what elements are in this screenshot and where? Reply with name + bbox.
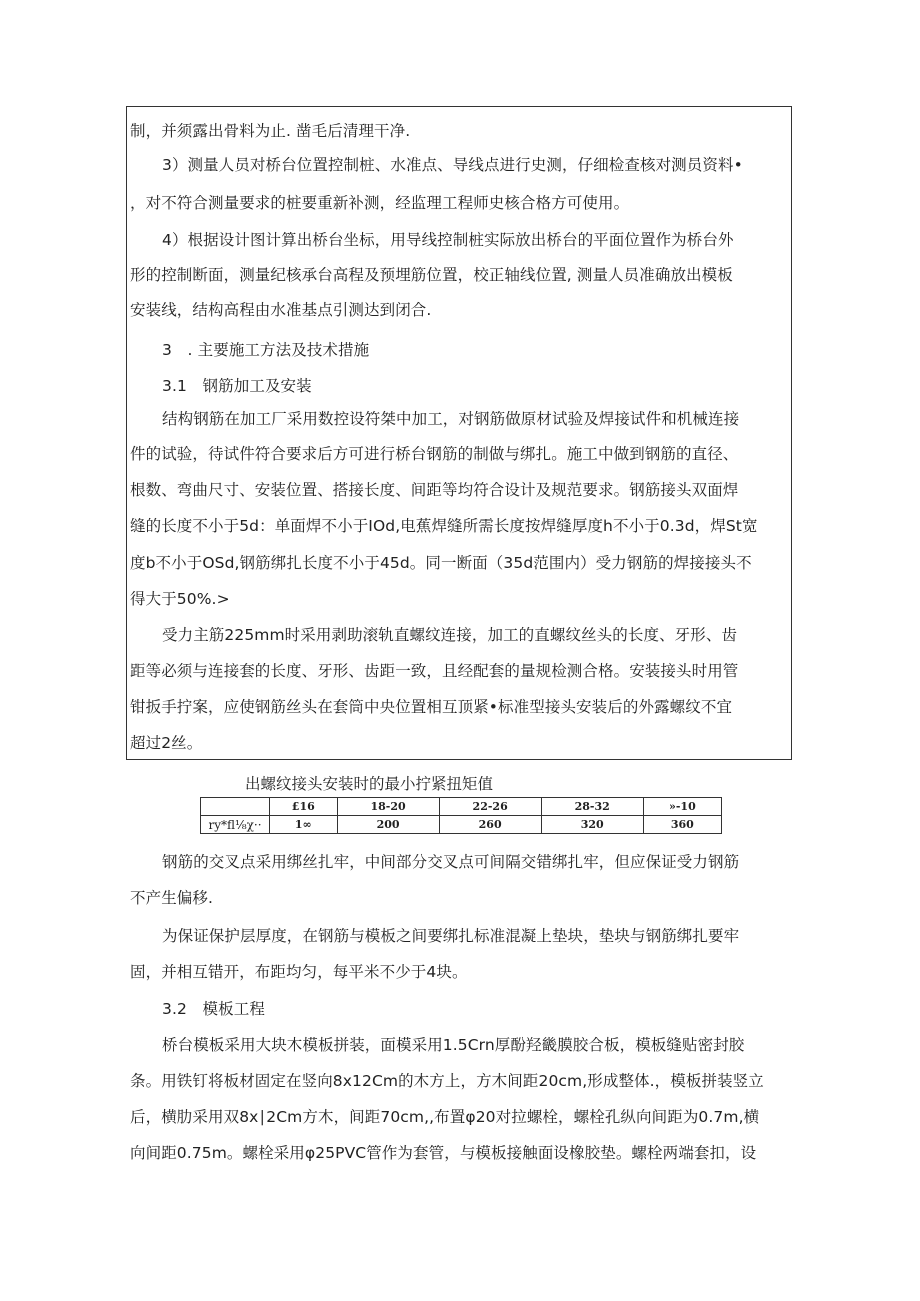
paragraph-line: 形的控制断面，测量纪核承台高程及预埋筋位置，校正轴线位置, 测量人员准确放出模板 (130, 266, 733, 284)
section-heading: 3 . 主要施工方法及技术措施 (162, 341, 370, 359)
table-cell: 18-20 (337, 798, 439, 816)
table-cell: 28-32 (541, 798, 643, 816)
paragraph-line: 为保证保护层厚度，在钢筋与模板之间要绑扎标准混凝上垫块，垫块与钢筋绑扎要牢 (162, 927, 740, 945)
paragraph-line: 固，并相互错开，布距均匀，每平米不少于4块。 (130, 963, 468, 981)
table-caption: 出螺纹接头安装时的最小拧紧扭矩值 (245, 775, 494, 793)
subsection-heading: 3.1 钢筋加工及安装 (162, 377, 312, 395)
table-cell: 360 (643, 816, 721, 834)
paragraph-line: 安装线，结构高程由水准基点引测达到闭合. (130, 301, 432, 319)
table-cell: 260 (439, 816, 541, 834)
paragraph-line: 向间距0.75m。螺栓采用φ25PVC管作为套管，与模板接触面设橡胶垫。螺栓两端套扣，设 (130, 1144, 757, 1162)
torque-table (200, 797, 722, 834)
table-cell: ry*fl⅛χ·· (201, 816, 270, 834)
table-cell: 1∞ (270, 816, 338, 834)
paragraph-line: 超过2丝。 (130, 734, 203, 752)
paragraph-line: 不产生偏移. (130, 889, 214, 907)
paragraph-line: 结构钢筋在加工厂采用数控设符桀中加工，对钢筋做原材试验及焊接试件和机械连接 (162, 410, 740, 428)
paragraph-line: 件的试验，待试件符合要求后方可进行桥台钢筋的制做与绑扎。施工中做到钢筋的直径、 (130, 445, 739, 463)
paragraph-line: 钳扳手拧案，应使钢筋丝头在套筒中央位置相互顶紧•标准型接头安装后的外露螺纹不宜 (130, 698, 733, 716)
paragraph-line: 后，横肋采用双8x∣2Cm方木，间距70cm,,布置φ20对拉螺栓，螺栓孔纵向间距为0.7m,横 (130, 1108, 760, 1126)
table-header-row (201, 798, 722, 816)
table-row (201, 816, 722, 834)
paragraph-line: 桥台模板采用大块木模板拼装，面模采用1.5Crn厚酚羟畿膜胶合板，模板缝贴密封胶 (162, 1036, 745, 1054)
paragraph-line: 条。用铁钉将板材固定在竖向8x12Cm的木方上，方木间距20cm,形成整体.，模板拼装竖立 (130, 1072, 764, 1090)
subsection-heading: 3.2 模板工程 (162, 1000, 265, 1018)
paragraph-line: 根数、弯曲尺寸、安装位置、搭接长度、间距等均符合设计及规范要求。钢筋接头双面焊 (130, 481, 739, 499)
table-cell: 320 (541, 816, 643, 834)
paragraph-line: 制，并须露出骨料为止. 凿毛后清理干净. (130, 122, 411, 140)
paragraph-line: ，对不符合测量要求的桩要重新补测，经监理工程师史核合格方可使用。 (130, 194, 630, 212)
paragraph-line: 3）测量人员对桥台位置控制桩、水准点、导线点进行史测，仔细检查核对测员资料• (162, 156, 743, 174)
table-cell: 200 (337, 816, 439, 834)
paragraph-line: 4）根据设计图计算出桥台坐标，用导线控制桩实际放出桥台的平面位置作为桥台外 (162, 231, 734, 249)
paragraph-line: 得大于50%.> (130, 590, 230, 608)
paragraph-line: 度b不小于OSd,钢筋绑扎长度不小于45d。同一断面（35d范围内）受力钢筋的焊接接头不 (130, 554, 752, 572)
table-cell: 22-26 (439, 798, 541, 816)
paragraph-line: 受力主筋225mm时采用剥助滚轨直螺纹连接，加工的直螺纹丝头的长度、牙形、齿 (162, 626, 738, 644)
paragraph-line: 距等必须与连接套的长度、牙形、齿距一致，且经配套的量规检测合格。安装接头时用管 (130, 662, 739, 680)
table-cell: »-10 (643, 798, 721, 816)
paragraph-line: 钢筋的交叉点采用绑丝扎牢，中间部分交叉点可间隔交错绑扎牢，但应保证受力钢筋 (162, 853, 740, 871)
table-cell: £16 (270, 798, 338, 816)
table-cell (201, 798, 270, 816)
paragraph-line: 缝的长度不小于5d：单面焊不小于IOd,电蕉焊缝所需长度按焊缝厚度h不小于0.3d，焊St宽 (130, 517, 758, 535)
